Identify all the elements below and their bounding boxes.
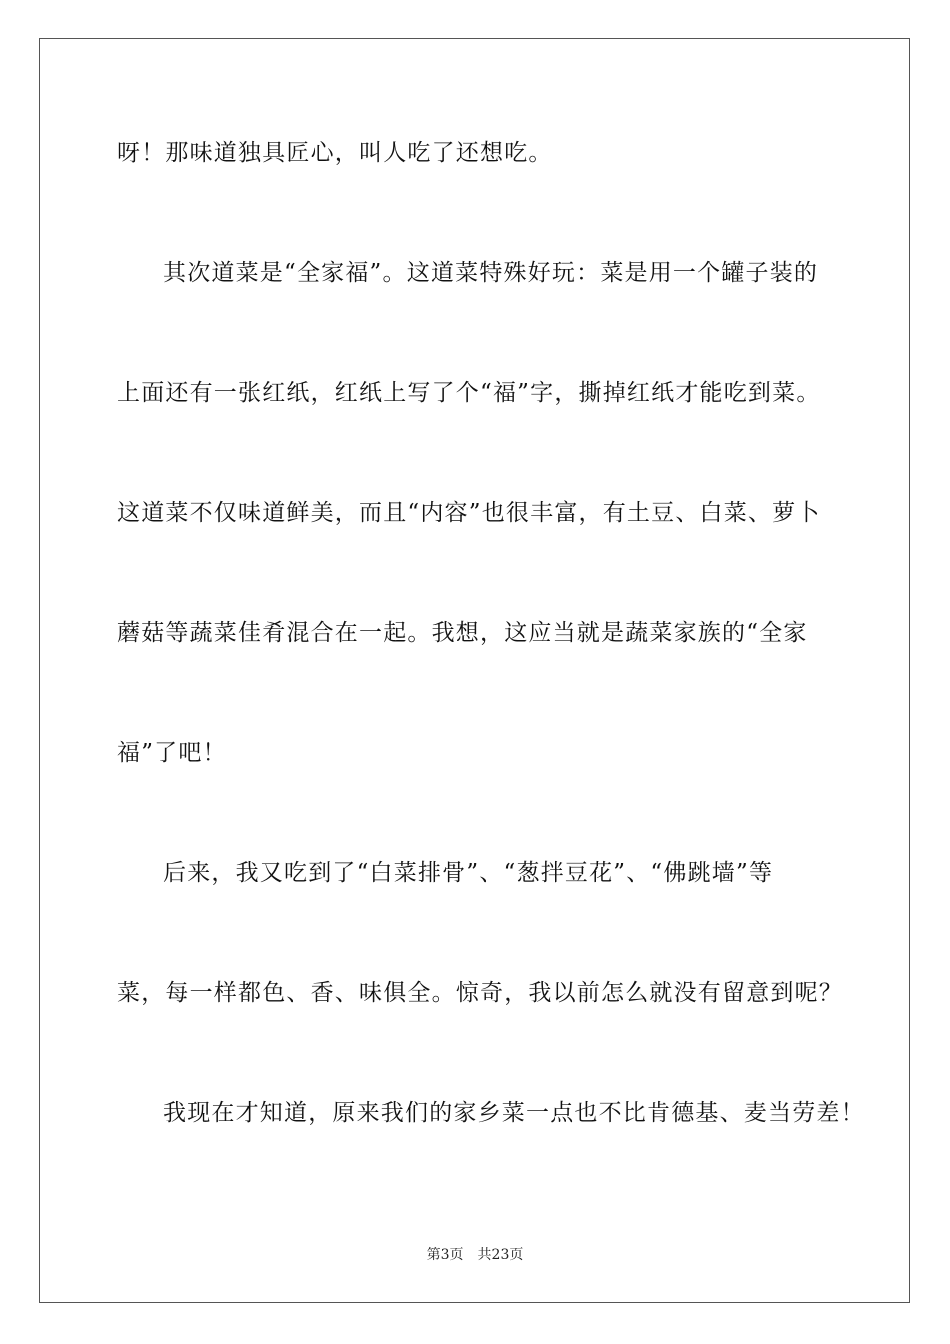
page-footer [0,1246,950,1264]
body-line-5: 蘑菇等蔬菜佳肴混合在一起。我想，这应当就是蔬菜家族的“全家 [117,620,808,646]
body-line-2: 其次道菜是“全家福”。这道菜特殊好玩：菜是用一个罐子装的 [163,260,819,286]
body-line-4: 这道菜不仅味道鲜美，而且“内容”也很丰富，有土豆、白菜、萝卜 [117,500,821,526]
body-line-8: 菜，每一样都色、香、味俱全。惊奇，我以前怎么就没有留意到呢？ [117,980,843,1006]
body-line-9: 我现在才知道，原来我们的家乡菜一点也不比肯德基、麦当劳差！ [163,1100,865,1126]
body-line-6: 福”了吧！ [117,740,227,766]
body-line-3: 上面还有一张红纸，红纸上写了个“福”字，撕掉红纸才能吃到菜。 [117,380,821,406]
body-line-7: 后来，我又吃到了“白菜排骨”、“葱拌豆花”、“佛跳墙”等 [163,860,774,886]
page-total: 共23页 [477,1247,524,1263]
body-line-1: 呀！那味道独具匠心，叫人吃了还想吃。 [117,140,553,166]
page-number: 第3页 [426,1247,464,1263]
